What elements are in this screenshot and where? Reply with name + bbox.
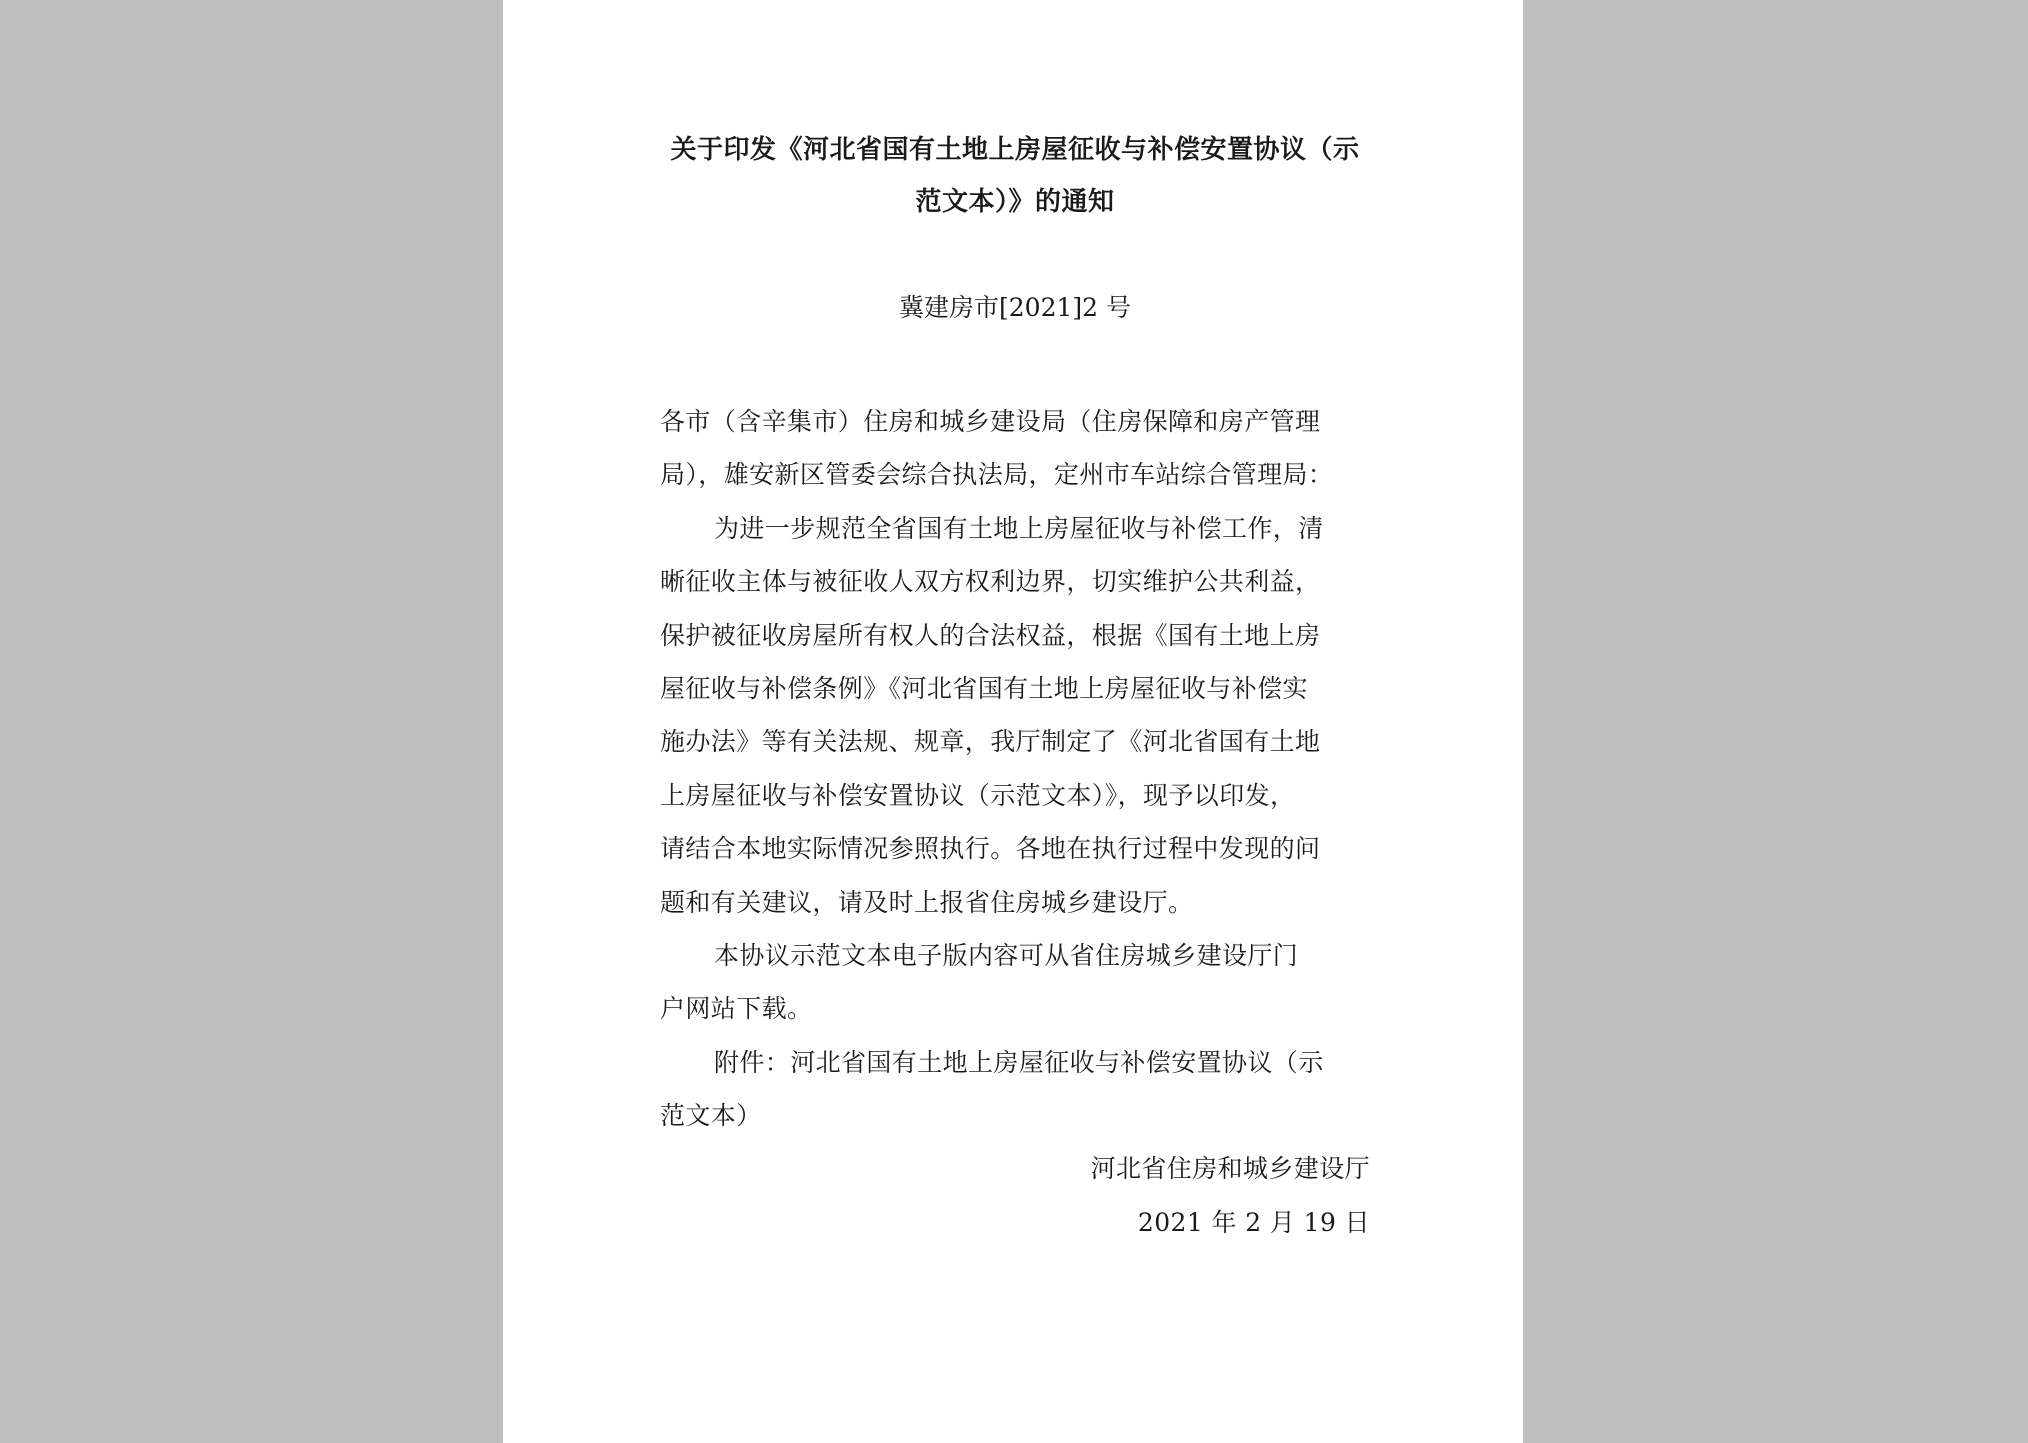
paragraph-line: 本协议示范文本电子版内容可从省住房城乡建设厅门: [714, 940, 1299, 970]
document-page: [503, 0, 1523, 1443]
document-body: [660, 395, 1370, 1249]
title-line: 范文本）》的通知: [915, 187, 1115, 217]
paragraph-line: 为进一步规范全省国有土地上房屋征收与补偿工作，清: [714, 513, 1324, 543]
paragraph-line: 施办法》等有关法规、规章，我厅制定了《河北省国有土地: [660, 727, 1321, 757]
paragraph-line: 题和有关建议，请及时上报省住房城乡建设厅。: [660, 887, 1194, 917]
paragraph-line: 晰征收主体与被征收人双方权利边界，切实维护公共利益，: [660, 567, 1321, 597]
paragraph-line: 屋征收与补偿条例》《河北省国有土地上房屋征收与补偿实: [660, 673, 1308, 703]
issuer-signature: 河北省住房和城乡建设厅: [1090, 1154, 1370, 1184]
attachment-line: 范文本）: [660, 1101, 762, 1131]
paragraph-line: 上房屋征收与补偿安置协议（示范文本）》，现予以印发，: [660, 780, 1296, 810]
paragraph-line: 户网站下载。: [660, 994, 813, 1024]
title-line: 关于印发《河北省国有土地上房屋征收与补偿安置协议（示: [670, 135, 1360, 165]
paragraph-line: 保护被征收房屋所有权人的合法权益，根据《国有土地上房: [660, 620, 1321, 650]
paragraph-line: 请结合本地实际情况参照执行。各地在执行过程中发现的问: [660, 834, 1321, 864]
document-title: [660, 124, 1370, 228]
addressee-line: 局），雄安新区管委会综合执法局，定州市车站综合管理局：: [660, 460, 1334, 490]
document-number: 冀建房市[2021]2 号: [899, 293, 1131, 322]
attachment-line: 附件：河北省国有土地上房屋征收与补偿安置协议（示: [714, 1047, 1324, 1077]
addressee-line: 各市（含辛集市）住房和城乡建设局（住房保障和房产管理: [660, 407, 1321, 436]
issue-date: 2021 年 2 月 19 日: [1137, 1207, 1370, 1237]
